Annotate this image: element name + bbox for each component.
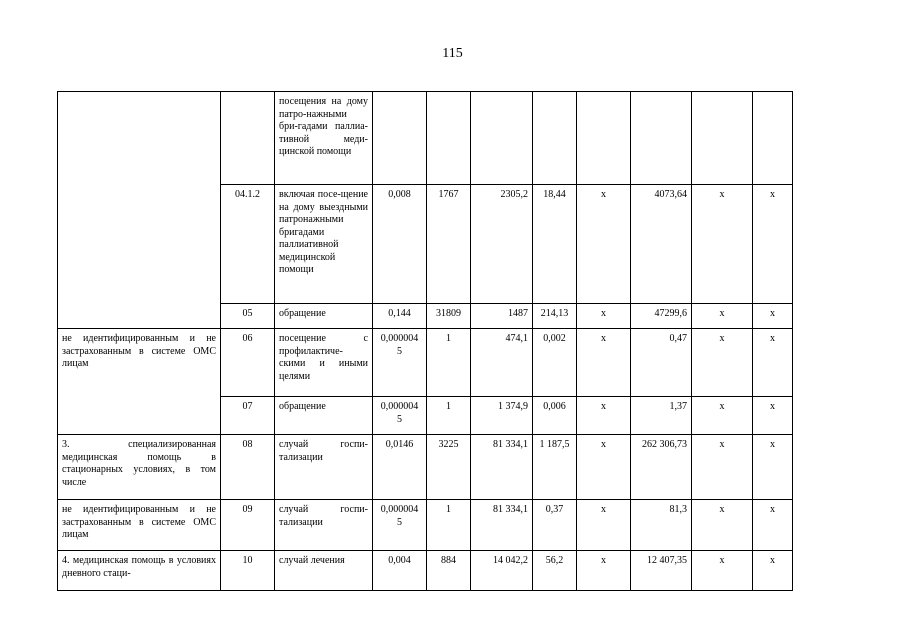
row-code-cell: 09 bbox=[221, 500, 275, 551]
row-value-cell: х bbox=[577, 185, 631, 304]
row-code-cell: 06 bbox=[221, 329, 275, 397]
row-unit-cell: обращение bbox=[275, 304, 373, 329]
row-name-cell bbox=[58, 92, 221, 329]
row-value-cell: х bbox=[753, 435, 793, 500]
row-value-cell bbox=[692, 92, 753, 185]
row-value-cell bbox=[533, 92, 577, 185]
row-code-cell bbox=[221, 92, 275, 185]
row-code-cell: 10 bbox=[221, 551, 275, 591]
row-value-cell: 0,002 bbox=[533, 329, 577, 397]
row-value-cell: 31809 bbox=[427, 304, 471, 329]
row-value-cell bbox=[631, 92, 692, 185]
row-value-cell: 0,144 bbox=[373, 304, 427, 329]
row-code-cell: 08 bbox=[221, 435, 275, 500]
row-value-cell: 81 334,1 bbox=[471, 435, 533, 500]
row-value-cell: 1767 bbox=[427, 185, 471, 304]
row-code-cell: 04.1.2 bbox=[221, 185, 275, 304]
row-value-cell: 1,37 bbox=[631, 397, 692, 435]
row-value-cell: х bbox=[753, 397, 793, 435]
row-value-cell: х bbox=[692, 551, 753, 591]
row-value-cell bbox=[753, 92, 793, 185]
row-value-cell: х bbox=[577, 397, 631, 435]
row-name-cell: 3. специализированная медицинская помощь в стационарных условиях, в том числе bbox=[58, 435, 221, 500]
row-value-cell: 47299,6 bbox=[631, 304, 692, 329]
row-value-cell: 56,2 bbox=[533, 551, 577, 591]
row-unit-cell: посещения на дому патро-нажными бри-гадами паллиа-тивной меди-цинской помощи bbox=[275, 92, 373, 185]
row-value-cell: 0,004 bbox=[373, 551, 427, 591]
row-value-cell: 14 042,2 bbox=[471, 551, 533, 591]
row-value-cell: 1 bbox=[427, 397, 471, 435]
row-unit-cell: случай лечения bbox=[275, 551, 373, 591]
data-table bbox=[57, 91, 793, 591]
row-value-cell: 0,37 bbox=[533, 500, 577, 551]
page-number: 115 bbox=[442, 46, 463, 61]
row-name-cell: 4. медицинская помощь в условиях дневного стаци- bbox=[58, 551, 221, 591]
row-value-cell bbox=[427, 92, 471, 185]
row-value-cell: х bbox=[577, 329, 631, 397]
table-row bbox=[58, 500, 793, 551]
row-unit-cell: посещение с профилактиче-скими и иными целями bbox=[275, 329, 373, 397]
row-value-cell: 2305,2 bbox=[471, 185, 533, 304]
row-value-cell: х bbox=[692, 500, 753, 551]
table-row bbox=[58, 92, 793, 185]
row-value-cell: х bbox=[692, 329, 753, 397]
row-value-cell: х bbox=[577, 435, 631, 500]
table-row bbox=[58, 551, 793, 591]
row-value-cell: 18,44 bbox=[533, 185, 577, 304]
row-value-cell: 81 334,1 bbox=[471, 500, 533, 551]
table-row bbox=[58, 435, 793, 500]
row-unit-cell: случай госпи-тализации bbox=[275, 500, 373, 551]
row-value-cell: 1487 bbox=[471, 304, 533, 329]
table-row bbox=[58, 329, 793, 397]
row-value-cell: х bbox=[577, 551, 631, 591]
row-unit-cell: случай госпи-тализации bbox=[275, 435, 373, 500]
row-value-cell: 474,1 bbox=[471, 329, 533, 397]
row-value-cell: 3225 bbox=[427, 435, 471, 500]
row-value-cell: 0,47 bbox=[631, 329, 692, 397]
row-value-cell: х bbox=[577, 304, 631, 329]
row-value-cell: 0,008 bbox=[373, 185, 427, 304]
row-value-cell: 262 306,73 bbox=[631, 435, 692, 500]
row-value-cell: 1 187,5 bbox=[533, 435, 577, 500]
row-code-cell: 07 bbox=[221, 397, 275, 435]
row-value-cell: х bbox=[753, 329, 793, 397]
row-value-cell: 4073,64 bbox=[631, 185, 692, 304]
row-value-cell: 0,000004 5 bbox=[373, 500, 427, 551]
row-value-cell: х bbox=[753, 304, 793, 329]
row-unit-cell: обращение bbox=[275, 397, 373, 435]
row-name-cell: не идентифицированным и не застрахованным в системе ОМС лицам bbox=[58, 329, 221, 435]
row-value-cell: 0,0146 bbox=[373, 435, 427, 500]
row-value-cell: х bbox=[692, 304, 753, 329]
row-value-cell: х bbox=[753, 551, 793, 591]
row-value-cell: 884 bbox=[427, 551, 471, 591]
row-value-cell: х bbox=[753, 500, 793, 551]
row-value-cell bbox=[373, 92, 427, 185]
row-value-cell: 1 bbox=[427, 500, 471, 551]
row-value-cell: 12 407,35 bbox=[631, 551, 692, 591]
row-value-cell: 81,3 bbox=[631, 500, 692, 551]
row-value-cell: 0,000004 5 bbox=[373, 397, 427, 435]
row-value-cell: 0,006 bbox=[533, 397, 577, 435]
row-value-cell: х bbox=[692, 397, 753, 435]
row-value-cell bbox=[577, 92, 631, 185]
row-value-cell: 214,13 bbox=[533, 304, 577, 329]
row-value-cell: 1 bbox=[427, 329, 471, 397]
row-value-cell: х bbox=[577, 500, 631, 551]
row-value-cell bbox=[471, 92, 533, 185]
row-value-cell: х bbox=[692, 185, 753, 304]
row-value-cell: 0,000004 5 bbox=[373, 329, 427, 397]
row-value-cell: х bbox=[692, 435, 753, 500]
row-value-cell: 1 374,9 bbox=[471, 397, 533, 435]
row-unit-cell: включая посе-щение на дому выездными патронажными бригадами паллиативной медицинской помощи bbox=[275, 185, 373, 304]
row-name-cell: не идентифицированным и не застрахованным в системе ОМС лицам bbox=[58, 500, 221, 551]
row-code-cell: 05 bbox=[221, 304, 275, 329]
row-value-cell: х bbox=[753, 185, 793, 304]
